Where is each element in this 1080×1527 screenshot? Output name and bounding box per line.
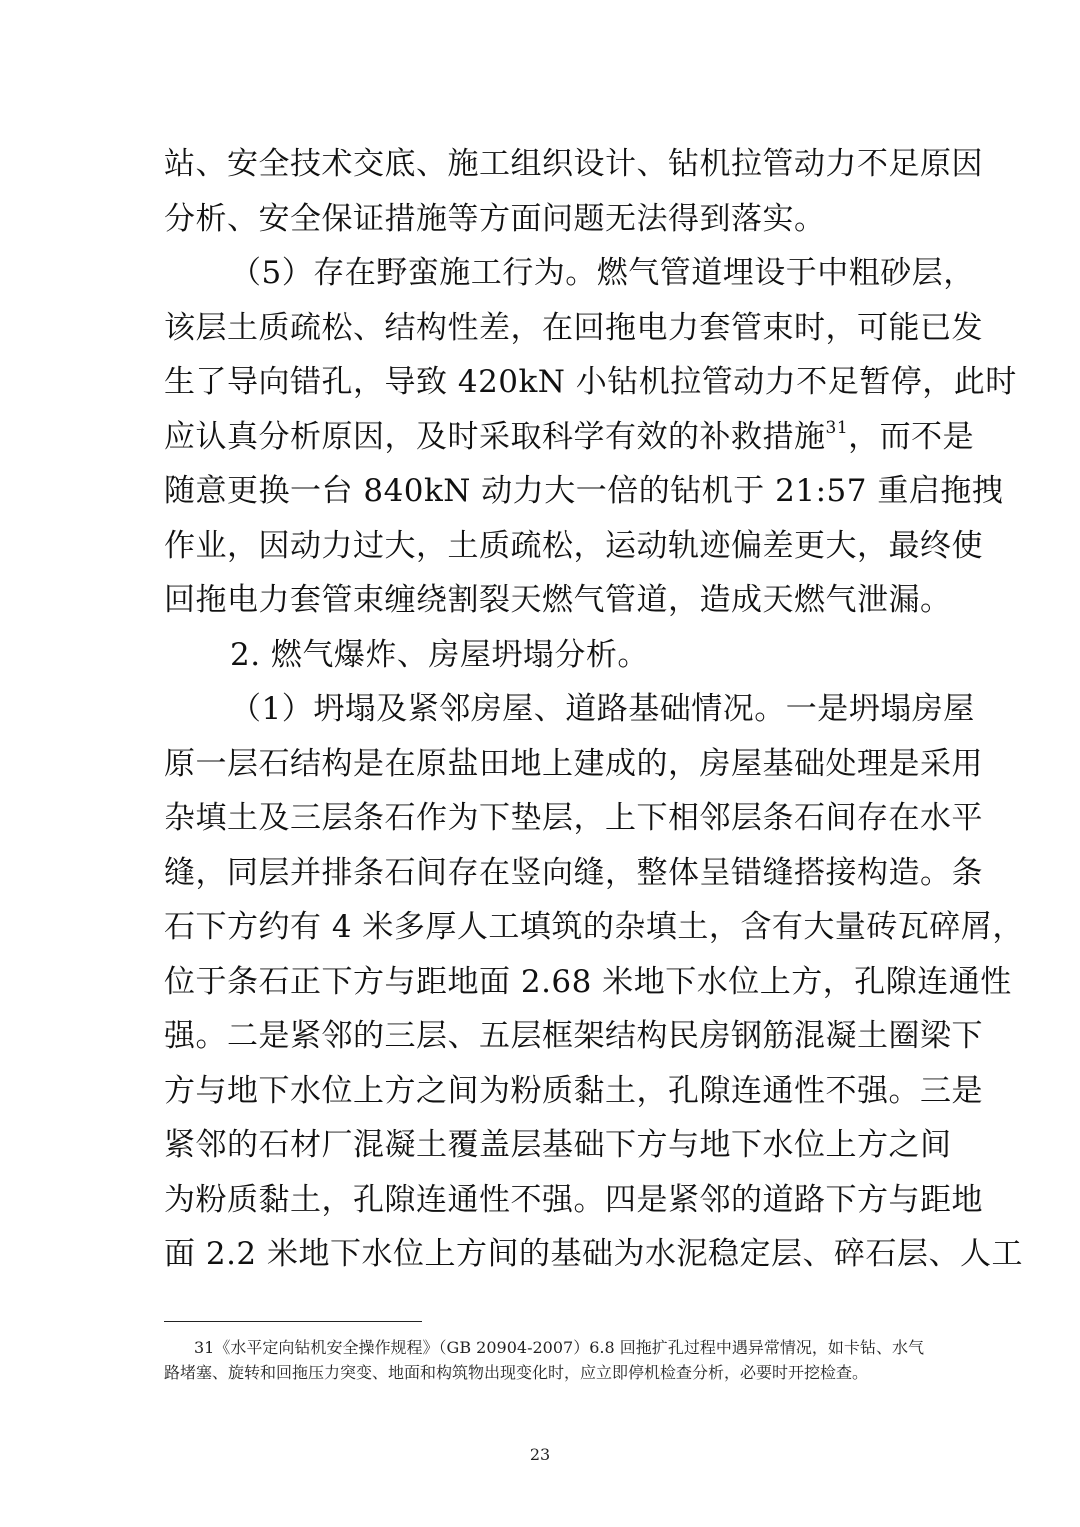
text-line: 随意更换一台 840kN 动力大一倍的钻机于 21:57 重启拖拽 [164, 473, 1004, 509]
page-number: 23 [529, 1445, 551, 1464]
footnote-line: 路堵塞、旋转和回拖压力突变、地面和构筑物出现变化时，应立即停机检查分析，必要时开挖检查。 [164, 1363, 869, 1382]
text-line: 分析、安全保证措施等方面问题无法得到落实。 [164, 200, 826, 237]
text-line: 该层土质疏松、结构性差，在回拖电力套管束时，可能已发 [164, 309, 983, 346]
text-line: 站、安全技术交底、施工组织设计、钻机拉管动力不足原因 [164, 146, 983, 182]
text-line: （1）坍塌及紧邻房屋、道路基础情况。一是坍塌房屋 [230, 691, 975, 727]
body-text [164, 137, 1024, 1282]
text-line: 方与地下水位上方之间为粉质黏土，孔隙连通性不强。三是 [164, 1072, 983, 1109]
footnote-line: 31《水平定向钻机安全操作规程》（GB 20904-2007）6.8 回拖扩孔过程中遇异常情况，如卡钻、水气 [194, 1338, 924, 1357]
footnote-divider [164, 1321, 422, 1322]
text-line: 生了导向错孔，导致 420kN 小钻机拉管动力不足暂停，此时 [164, 364, 1017, 400]
text-line: 作业，因动力过大，土质疏松，运动轨迹偏差更大，最终使 [164, 527, 983, 564]
text-line: 应认真分析原因，及时采取科学有效的补救措施$^{31}$，而不是 [164, 417, 975, 455]
text-line: 缝，同层并排条石间存在竖向缝，整体呈错缝搭接构造。条 [164, 854, 983, 891]
text-line: 回拖电力套管束缠绕割裂天燃气管道，造成天燃气泄漏。 [164, 582, 952, 618]
text-line: 紧邻的石材厂混凝土覆盖层基础下方与地下水位上方之间 [164, 1127, 952, 1163]
text-line: 位于条石正下方与距地面 2.68 米地下水位上方，孔隙连通性 [164, 963, 1012, 1000]
text-line: 面 2.2 米地下水位上方间的基础为水泥稳定层、碎石层、人工 [164, 1236, 1024, 1272]
footnote [164, 1335, 924, 1385]
section-heading: 2. 燃气爆炸、房屋坍塌分析。 [230, 636, 649, 673]
text-line: （5）存在野蛮施工行为。燃气管道埋设于中粗砂层， [230, 255, 975, 291]
text-line: 原一层石结构是在原盐田地上建成的，房屋基础处理是采用 [164, 745, 983, 782]
footnote-reference[interactable]: 31 [825, 417, 849, 438]
text-line: 为粉质黏土，孔隙连通性不强。四是紧邻的道路下方与距地 [164, 1181, 983, 1218]
text-line: 强。二是紧邻的三层、五层框架结构民房钢筋混凝土圈梁下 [164, 1018, 983, 1054]
text-line: 石下方约有 4 米多厚人工填筑的杂填土，含有大量砖瓦碎屑， [164, 909, 1024, 945]
text-line: 杂填土及三层条石作为下垫层，上下相邻层条石间存在水平 [164, 800, 983, 836]
